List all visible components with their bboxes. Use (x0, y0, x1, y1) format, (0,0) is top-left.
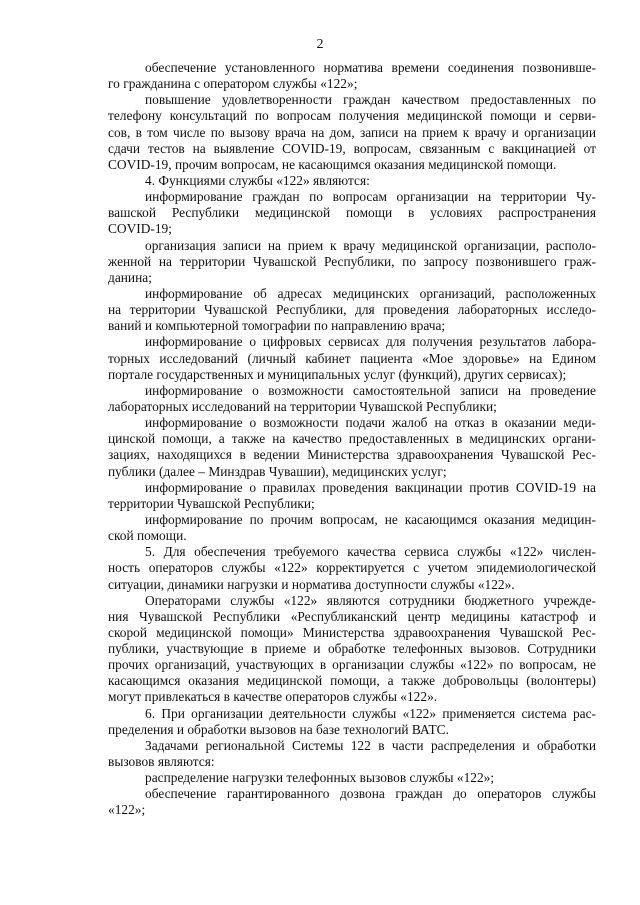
text-line: портале государственных и муниципальных услуг (функций), других сервисах); (108, 366, 567, 382)
text-line: ность операторов службы «122» корректируется с учетом эпидемиологической (108, 560, 596, 576)
text-line: территории Чувашской Республики; (108, 495, 315, 511)
text-line: сдачи тестов на выявление COVID-19, вопросам, связанным с вакцинацией от (108, 140, 596, 156)
text-line: 6. При организации деятельности службы «122» применяется система рас- (145, 705, 596, 721)
text-line: ситуации, динамики нагрузки и норматива доступности службы «122». (108, 576, 515, 592)
text-line: го гражданина с оператором службы «122»; (108, 76, 358, 92)
text-line: ния Чувашской Республики «Республиканский центр медицины катастроф и (108, 608, 596, 624)
text-line: COVID-19; (108, 221, 172, 237)
text-line: цинской помощи, а также на качество предоставленных в медицинских органи- (108, 431, 596, 447)
text-line: информирование по прочим вопросам, не касающимся оказания медицин- (145, 511, 596, 527)
text-line: 4. Функциями службы «122» являются: (145, 172, 370, 188)
text-line: обеспечение установленного норматива времени соединения позвонивше- (145, 60, 596, 75)
text-line: COVID-19, прочим вопросам, не касающимся оказания медицинской помощи. (108, 156, 557, 172)
text-line: прочих организаций, участвующих в организации службы «122» по вопросам, не (108, 657, 596, 673)
text-line: лабораторных исследований на территории Чувашской Республики; (108, 398, 497, 414)
text-line: телефону консультаций по вопросам получения медицинской помощи и серви- (108, 108, 596, 124)
text-line: повышение удовлетворенности граждан качеством предоставленных по (145, 92, 596, 108)
text-line: организация записи на прием к врачу медицинской организации, располо- (145, 237, 596, 253)
text-line: ваний и компьютерной томографии по направлению врача; (108, 318, 446, 334)
document-body (108, 60, 596, 819)
text-line: публики (далее – Минздрав Чувашии), медицинских услуг; (108, 463, 447, 479)
text-line: информирование об адресах медицинских организаций, расположенных (145, 285, 596, 301)
text-line: информирование о правилах проведения вакцинации против COVID-19 на (145, 479, 596, 495)
page-number: 2 (316, 37, 324, 52)
text-line: 5. Для обеспечения требуемого качества сервиса службы «122» числен- (145, 544, 596, 560)
text-line: информирование о возможности самостоятельной записи на проведение (145, 382, 596, 398)
text-line: торных исследований (личный кабинет пациента «Мое здоровье» на Едином (108, 350, 596, 366)
text-line: могут привлекаться в качестве операторов службы «122». (108, 689, 438, 705)
text-line: ской помощи. (108, 528, 187, 544)
text-line: информирование о цифровых сервисах для получения результатов лабора- (145, 334, 596, 350)
text-line: на территории Чувашской Республики, для проведения лабораторных исследо- (108, 302, 596, 318)
text-line: вашской Республики медицинской помощи в условиях распространения (108, 205, 596, 221)
text-line: женной на территории Чувашской Республики, по запросу позвонившего граж- (108, 253, 596, 269)
text-line: публики, участвующие в приеме и обработке телефонных вызовов. Сотрудники (108, 641, 596, 657)
text-line: сов, в том числе по вызову врача на дом, записи на прием к врачу и организации (108, 124, 596, 140)
text-line: зациях, находящихся в ведении Министерства здравоохранения Чувашской Рес- (108, 447, 596, 463)
text-line: Операторами службы «122» являются сотрудники бюджетного учрежде- (145, 592, 596, 608)
text-line: Задачами региональной Системы 122 в части распределения и обработки (145, 737, 596, 753)
text-line: распределение нагрузки телефонных вызовов службы «122»; (145, 770, 495, 786)
text-line: вызовов являются: (108, 754, 215, 770)
text-line: информирование граждан по вопросам организации на территории Чу- (145, 189, 596, 205)
text-line: информирование о возможности подачи жалоб на отказ в оказании меди- (145, 415, 596, 431)
text-line: касающимся оказания медицинской помощи, а также добровольцы (волонтеры) (108, 673, 596, 689)
text-line: данина; (108, 269, 152, 285)
text-line: «122»; (108, 802, 146, 818)
text-line: пределения и обработки вызовов на базе технологий ВАТС. (108, 721, 449, 737)
text-line: скорой медицинской помощи» Министерства здравоохранения Чувашской Рес- (108, 624, 596, 640)
text-line: обеспечение гарантированного дозвона граждан до операторов службы (145, 786, 596, 802)
